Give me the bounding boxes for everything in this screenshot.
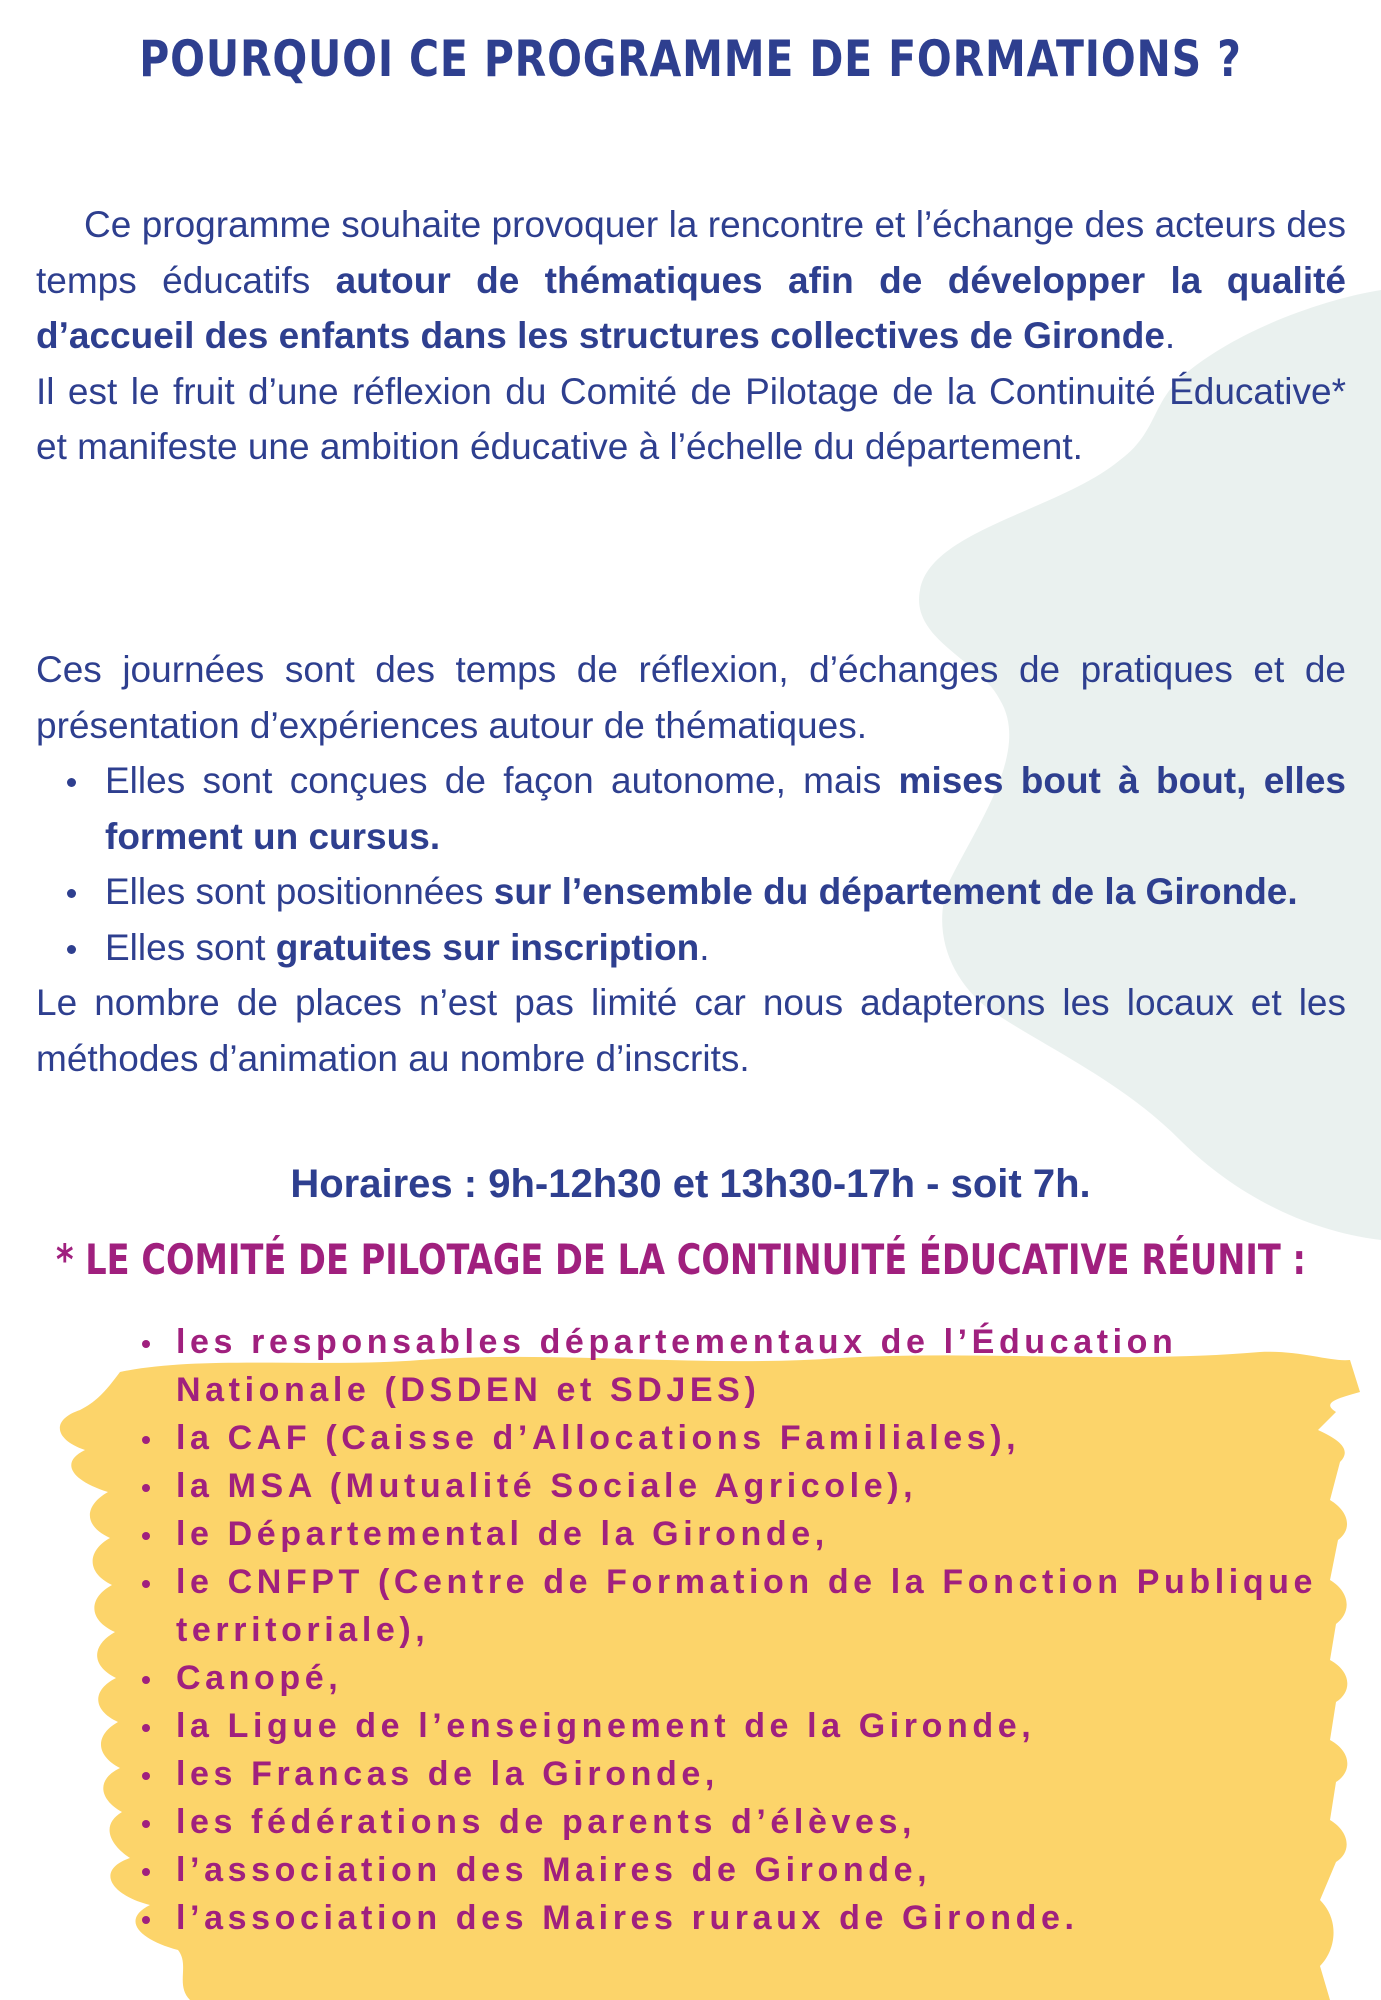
- bullet-text: Elles sont positionnées: [105, 871, 494, 912]
- bullet-bold-text: sur l’ensemble du département de la Gironde.: [493, 871, 1298, 912]
- intro-paragraph-2: Il est le fruit d’une réflexion du Comité de Pilotage de la Continuité Éducative* et manifeste une ambition éducative à l’échelle du département.: [36, 370, 1346, 467]
- list-item: les Francas de la Gironde,: [128, 1750, 1348, 1798]
- list-item: la MSA (Mutualité Sociale Agricole),: [128, 1462, 1348, 1510]
- list-item: les responsables départementaux de l’Éducation Nationale (DSDEN et SDJES): [128, 1318, 1348, 1414]
- list-item: [36, 753, 1346, 864]
- list-item: la CAF (Caisse d’Allocations Familiales),: [128, 1414, 1348, 1462]
- committee-title: * LE COMITÉ DE PILOTAGE DE LA CONTINUITÉ ÉDUCATIVE RÉUNIT :: [56, 1235, 1306, 1284]
- days-paragraph-1: Ces journées sont des temps de réflexion, d’échanges de pratiques et de présentation d’expériences autour de thématiques.: [36, 649, 1346, 746]
- list-item: l’association des Maires de Gironde,: [128, 1846, 1348, 1894]
- intro-paragraph-1: [36, 197, 1346, 364]
- days-paragraph-2: Le nombre de places n’est pas limité car nous adapterons les locaux et les méthodes d’animation au nombre d’inscrits.: [36, 982, 1346, 1079]
- bullet-text: Elles sont: [105, 926, 276, 968]
- bullet-period: .: [699, 926, 710, 968]
- page-title: POURQUOI CE PROGRAMME DE FORMATIONS ?: [139, 30, 1242, 88]
- list-item: la Ligue de l’enseignement de la Gironde,: [128, 1702, 1348, 1750]
- hours-line: Horaires : 9h-12h30 et 13h30-17h - soit 7h.: [290, 1162, 1091, 1206]
- list-item: le CNFPT (Centre de Formation de la Fonction Publique territoriale),: [128, 1558, 1348, 1654]
- days-section: [36, 642, 1346, 1086]
- list-item: le Départemental de la Gironde,: [128, 1510, 1348, 1558]
- list-item: Canopé,: [128, 1654, 1348, 1702]
- list-item: [36, 920, 1346, 976]
- committee-members-list: [128, 1318, 1348, 1942]
- intro-period: .: [1164, 315, 1176, 356]
- bullet-bold-text: mises bout à bout, elles forment un cursus.: [105, 760, 1346, 857]
- list-item: [36, 864, 1346, 920]
- list-item: l’association des Maires ruraux de Gironde.: [128, 1894, 1348, 1942]
- intro-section: [36, 197, 1346, 475]
- list-item: les fédérations de parents d’élèves,: [128, 1798, 1348, 1846]
- days-bullet-list: [36, 753, 1346, 975]
- intro-bold-text: autour de thématiques afin de développer la qualité d’accueil des enfants dans les structures collectives de Gironde: [36, 259, 1346, 356]
- bullet-text: Elles sont conçues de façon autonome, mais: [105, 760, 899, 801]
- intro-text: Ce programme souhaite provoquer la rencontre et l’échange des acteurs des temps éducatifs: [36, 204, 1346, 301]
- bullet-bold-text: gratuites sur inscription: [275, 926, 700, 968]
